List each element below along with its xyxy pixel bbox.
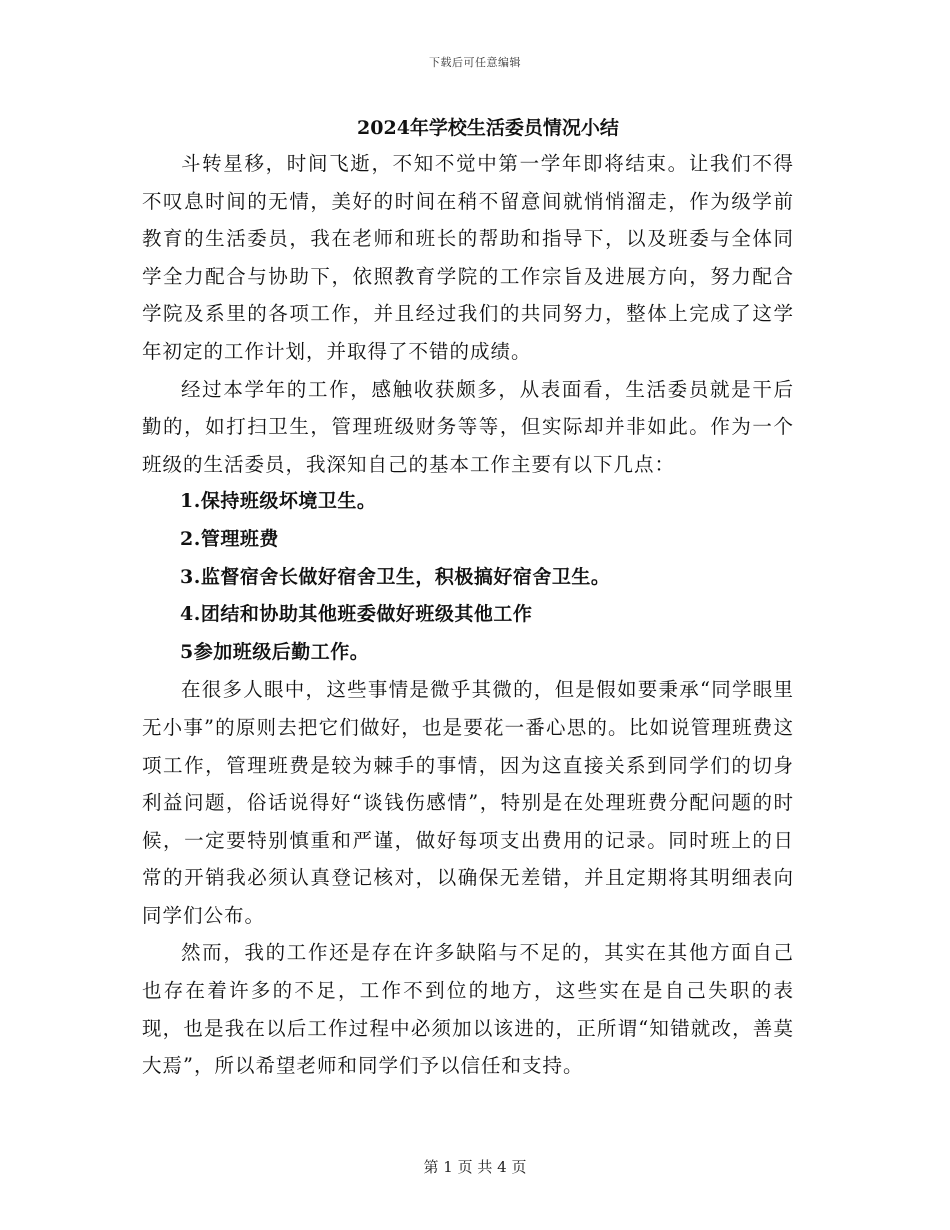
list-item: 5参加班级后勤工作。 xyxy=(180,640,370,663)
paragraph-conclusion: 然而，我的工作还是存在许多缺陷与不足的，其实在其他方面自己也存在着许多的不足，工作不到位的地方，这些实在是自己失职的表现，也是我在以后工作过程中必须加以该进的，正所谓“知错就改，善莫大焉”，所以希望老师和同学们予以信任和支持。 xyxy=(142,941,794,1078)
page-number-footer: 第 1 页 共 4 页 xyxy=(423,1158,527,1176)
document-title: 2024年学校生活委员情况小结 xyxy=(357,117,619,139)
document-body xyxy=(142,113,794,1085)
list-item: 3.监督宿舍长做好宿舍卫生，积极搞好宿舍卫生。 xyxy=(180,565,611,588)
list-item: 4.团结和协助其他班委做好班级其他工作 xyxy=(180,603,533,626)
list-item: 2.管理班费 xyxy=(180,527,279,550)
page-header-note: 下载后可任意编辑 xyxy=(429,56,521,69)
paragraph-duties-lead: 经过本学年的工作，感触收获颇多，从表面看，生活委员就是干后勤的，如打扫卫生，管理班级财务等等，但实际却并非如此。作为一个班级的生活委员，我深知自己的基本工作主要有以下几点： xyxy=(142,377,794,476)
paragraph-class-fund: 在很多人眼中，这些事情是微乎其微的，但是假如要秉承“同学眼里无小事”的原则去把它们做好，也是要花一番心思的。比如说管理班费这项工作，管理班费是较为棘手的事情，因为这直接关系到同学们的切身利益问题，俗话说得好“谈钱伤感情”，特别是在处理班费分配问题的时候，一定要特别慎重和严谨，做好每项支出费用的记录。同时班上的日常的开销我必须认真登记核对，以确保无差错，并且定期将其明细表向同学们公布。 xyxy=(142,678,794,927)
list-item: 1.保持班级坏境卫生。 xyxy=(180,490,377,513)
paragraph-intro: 斗转星移，时间飞逝，不知不觉中第一学年即将结束。让我们不得不叹息时间的无情，美好的时间在稍不留意间就悄悄溜走，作为级学前教育的生活委员，我在老师和班长的帮助和指导下，以及班委与全体同学全力配合与协助下，依照教育学院的工作宗旨及进展方向，努力配合学院及系里的各项工作，并且经过我们的共同努力，整体上完成了这学年初定的工作计划，并取得了不错的成绩。 xyxy=(142,152,794,363)
duties-list xyxy=(142,483,794,671)
